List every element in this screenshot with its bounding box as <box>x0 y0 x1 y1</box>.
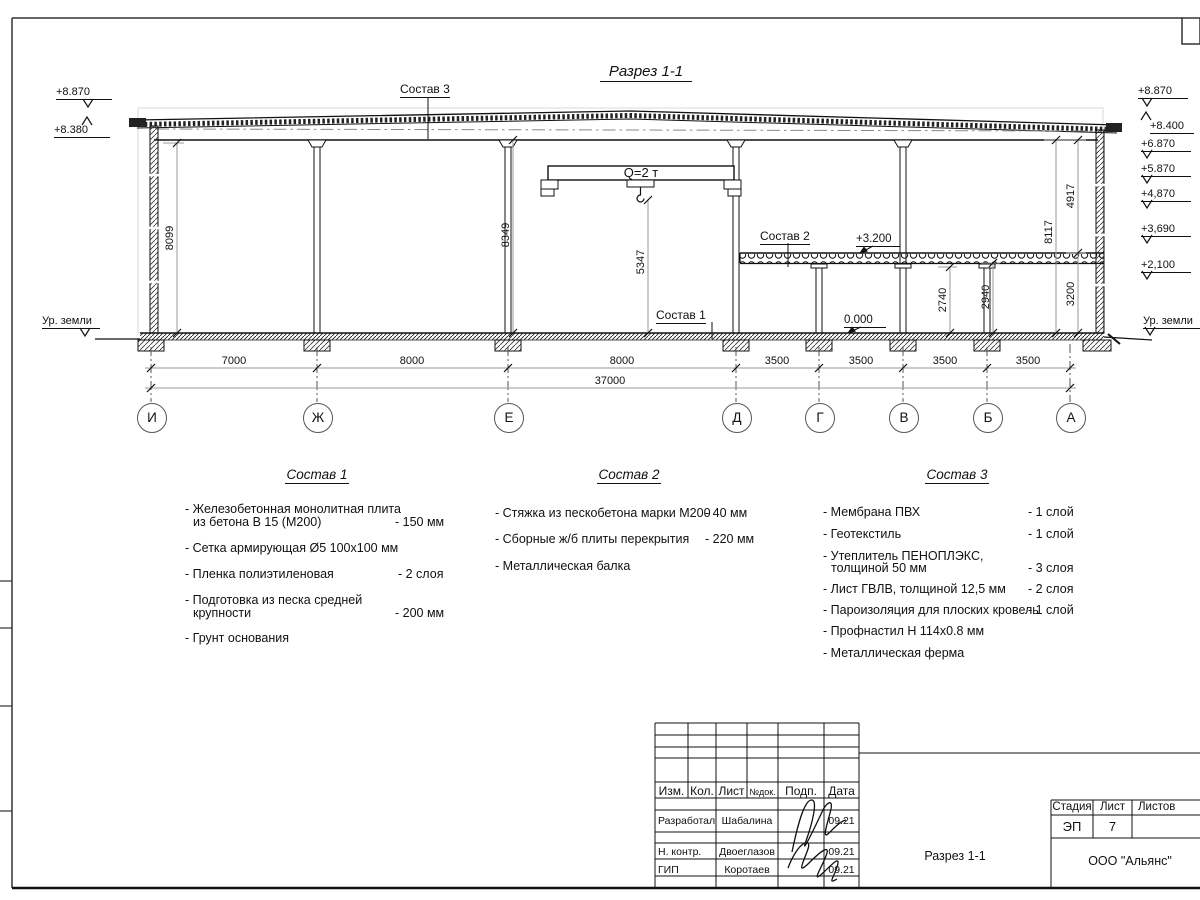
vdim-under-beam: 2740 <box>937 287 949 313</box>
comp2-item-value: - 40 мм <box>705 506 748 520</box>
comp3-item-text: - Геотекстиль <box>823 527 902 541</box>
axis-bubble-g: Г <box>805 403 835 433</box>
comp2-item-value: - 220 мм <box>705 532 755 546</box>
footings <box>138 340 1111 351</box>
left-wall <box>149 126 159 333</box>
elevation-right-6: +2,100 <box>1141 259 1191 273</box>
tb-date: 09.21 <box>828 846 855 858</box>
tb-company: ООО "Альянс" <box>1088 854 1172 868</box>
comp1-item-value: - 200 мм <box>395 606 445 620</box>
section-title: Разрез 1-1 <box>600 63 692 82</box>
elevation-right-4: +4,870 <box>1141 188 1191 202</box>
tb-doc-title: Разрез 1-1 <box>924 849 986 863</box>
elevation-right-5: +3,690 <box>1141 223 1191 237</box>
elevation-left-eave: +8.380 <box>54 124 110 138</box>
comp3-item-text: - Мембрана ПВХ <box>823 505 921 519</box>
axis-bubble-e: Е <box>494 403 524 433</box>
comp1-item-value: - 150 мм <box>395 515 445 529</box>
level-slab-label: +3.200 <box>856 233 900 247</box>
comp1-item-value: - 2 слоя <box>398 567 444 581</box>
vdim-slab-to-roof: 4917 <box>1065 183 1077 209</box>
bay-dim-3: 3500 <box>764 355 790 367</box>
sheet-frame <box>0 18 1200 888</box>
tb-name: Двоеглазов <box>719 846 775 858</box>
section-bounds <box>138 108 1103 333</box>
ground-level-label-left: Ур. земли <box>42 315 100 329</box>
axis-lines <box>151 344 1070 402</box>
roof-structure <box>129 111 1122 140</box>
level-floor-label: 0.000 <box>844 314 886 328</box>
tb-date: 09.21 <box>828 864 855 876</box>
elevation-right-0: +8.870 <box>1138 85 1188 99</box>
comp3-item-text: - Утеплитель ПЕНОПЛЭКС, <box>823 549 984 563</box>
tb-role: ГИП <box>658 864 679 876</box>
tb-stage-header: Стадия <box>1052 801 1092 813</box>
comp1-item-text: - Пленка полиэтиленовая <box>185 567 334 581</box>
vdim-mid-bay: 8349 <box>500 222 512 248</box>
axis-bubble-i: И <box>137 403 167 433</box>
bay-dim-4: 3500 <box>848 355 874 367</box>
ground-level-label-right: Ур. земли <box>1143 315 1200 329</box>
comp3-item-value: - 1 слой <box>1028 505 1074 519</box>
elevation-right-1: +8.400 <box>1150 120 1194 134</box>
tb-header-kol: Кол. <box>690 784 714 798</box>
axis-bubble-zh: Ж <box>303 403 333 433</box>
comp3-item-value: - 1 слой <box>1028 603 1074 617</box>
tb-header-izm: Изм. <box>658 784 685 798</box>
leader-lines <box>428 97 873 339</box>
comp3-item-text: толщиной 50 мм <box>831 561 927 575</box>
tb-role: Н. контр. <box>658 846 702 858</box>
vdim-right-total: 8117 <box>1043 220 1055 244</box>
bay-dim-2: 8000 <box>609 355 635 367</box>
tb-header-data: Дата <box>828 784 855 798</box>
callout-sostav1: Состав 1 <box>656 308 706 322</box>
comp1-item-text: - Сетка армирующая Ø5 100х100 мм <box>185 541 399 555</box>
comp3-item-text: - Пароизоляция для плоских кровель <box>823 603 1039 617</box>
axis-bubble-b: Б <box>973 403 1003 433</box>
tb-role: Разработал <box>658 815 716 827</box>
comp1-item-text: - Грунт основания <box>185 631 290 645</box>
tb-name: Шабалина <box>721 815 773 827</box>
comp3-item-text: - Металлическая ферма <box>823 646 965 660</box>
comp3-item-value: - 2 слоя <box>1028 582 1074 596</box>
comp2-item-text: - Сборные ж/б плиты перекрытия <box>495 532 690 546</box>
comp3-title: Состав 3 <box>926 467 988 482</box>
bay-dim-0: 7000 <box>221 355 247 367</box>
elevation-left-top: +8.870 <box>56 86 112 100</box>
bay-dim-6: 3500 <box>1015 355 1041 367</box>
tb-header-ndok: №док. <box>749 787 776 797</box>
comp2-item-text: - Стяжка из пескобетона марки М200 <box>495 506 711 520</box>
right-eave-cap <box>1106 123 1122 132</box>
left-eave-cap <box>129 118 146 127</box>
tb-stage-value: ЭП <box>1062 819 1082 834</box>
callout-sostav3: Состав 3 <box>400 82 450 96</box>
total-dim: 37000 <box>594 375 626 387</box>
comp1-item-text: - Подготовка из песка средней <box>185 593 363 607</box>
right-wall <box>1095 130 1105 333</box>
comp2-title: Состав 2 <box>598 467 660 482</box>
tb-sheet-header: Лист <box>1100 801 1125 813</box>
vdim-crane-hook: 5347 <box>635 249 647 275</box>
crane-hook <box>637 187 644 202</box>
vdim-floor-to-slab: 3200 <box>1065 281 1077 307</box>
tb-sheets-header: Листов <box>1138 801 1176 813</box>
callout-sostav2: Состав 2 <box>760 229 810 243</box>
comp1-item-text: из бетона В 15 (М200) <box>193 515 322 529</box>
elevation-marks <box>80 98 1155 336</box>
comp3-item-value: - 3 слоя <box>1028 561 1074 575</box>
axis-bubble-d: Д <box>722 403 752 433</box>
bay-dim-5: 3500 <box>932 355 958 367</box>
comp2-item-text: - Металлическая балка <box>495 559 631 573</box>
comp3-item-value: - 1 слой <box>1028 527 1074 541</box>
tb-header-list: Лист <box>718 784 745 798</box>
tb-name: Коротаев <box>724 864 770 876</box>
mezzanine-slab <box>740 253 1104 268</box>
vdim-under-slab: 2940 <box>980 284 992 310</box>
elevation-right-2: +6.870 <box>1141 138 1191 152</box>
elevation-right-3: +5.870 <box>1141 163 1191 177</box>
comp1-title: Состав 1 <box>286 467 348 482</box>
crane-trolley <box>627 180 654 187</box>
crane-capacity-label: Q=2 т <box>623 165 659 180</box>
comp3-item-text: - Лист ГВЛВ, толщиной 12,5 мм <box>823 582 1006 596</box>
vdim-left-bay: 8099 <box>164 225 176 251</box>
axis-bubble-a: А <box>1056 403 1086 433</box>
axis-bubble-v: В <box>889 403 919 433</box>
comp1-item-text: крупности <box>193 606 252 620</box>
tb-header-podp: Подп. <box>785 784 817 798</box>
bay-dim-1: 8000 <box>399 355 425 367</box>
comp3-item-text: - Профнастил Н 114х0.8 мм <box>823 624 985 638</box>
comp1-item-text: - Железобетонная монолитная плита <box>185 502 401 516</box>
tb-date: 09.21 <box>828 815 855 827</box>
tb-sheet-value: 7 <box>1108 819 1117 834</box>
